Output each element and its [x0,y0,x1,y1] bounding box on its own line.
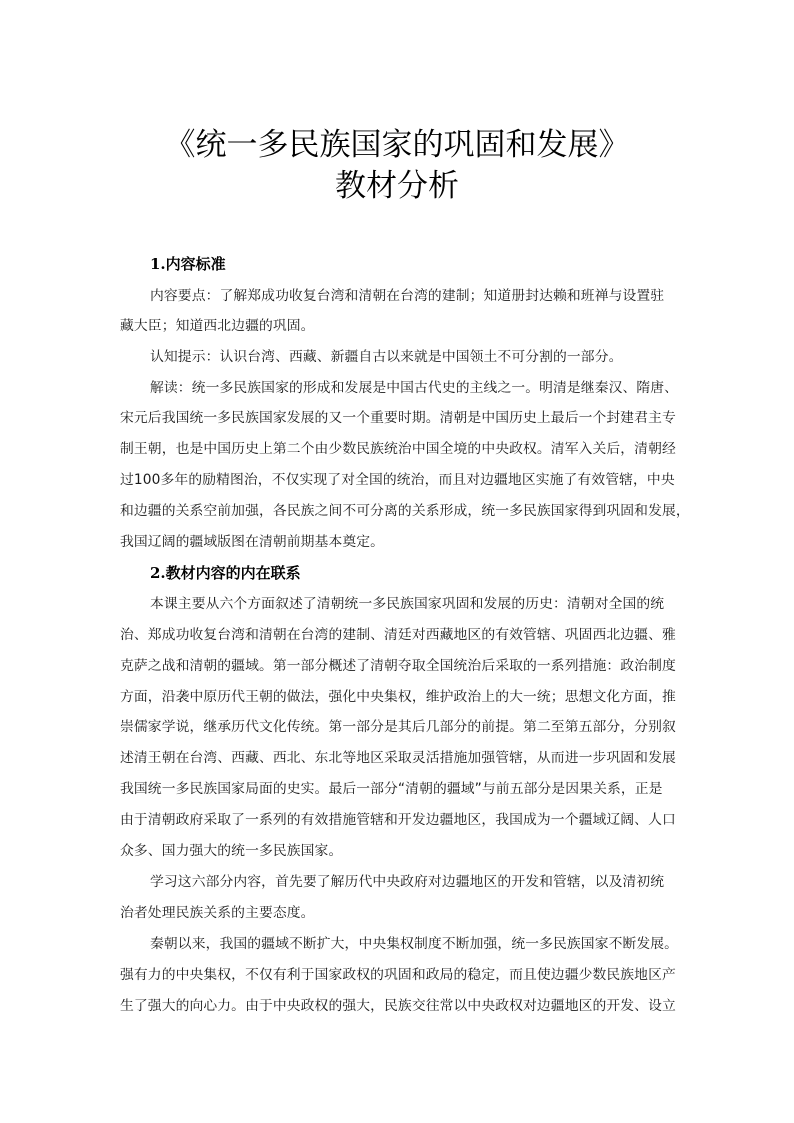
paragraph-line: 秦朝以来，我国的疆域不断扩大，中央集权制度不断加强，统一多民族国家不断发展。 [150,936,679,952]
section-heading-content-standard: 1.内容标准 [150,255,226,273]
paragraph-line: 治、郑成功收复台湾和清朝在台湾的建制、清廷对西藏地区的有效管辖、巩固西北边疆、雅 [120,627,676,643]
section-heading-internal-connections: 2.教材内容的内在联系 [150,564,301,582]
paragraph-line: 崇儒家学说，继承历代文化传统。第一部分是其后几部分的前提。第二至第五部分，分别叙 [120,719,676,735]
paragraph-line: 过100多年的励精图治，不仅实现了对全国的统治，而且对边疆地区实施了有效管辖，中央 [120,472,675,488]
paragraph-line: 制王朝，也是中国历史上第二个由少数民族统治中国全境的中央政权。清军入关后，清朝经 [120,441,676,457]
paragraph-line: 我国辽阔的疆域版图在清朝前期基本奠定。 [120,534,385,550]
paragraph-line: 学习这六部分内容，首先要了解历代中央政府对边疆地区的开发和管辖，以及清初统 [150,874,665,890]
paragraph-line: 宋元后我国统一多民族国家发展的又一个重要时期。清朝是中国历史上最后一个封建君主专 [120,410,676,426]
document-title-line-2: 教材分析 [335,168,459,204]
paragraph-line: 生了强大的向心力。由于中央政权的强大，民族交往常以中央政权对边疆地区的开发、设立 [120,998,676,1014]
paragraph-line: 本课主要从六个方面叙述了清朝统一多民族国家巩固和发展的历史：清朝对全国的统 [150,596,665,612]
paragraph-line: 内容要点：了解郑成功收复台湾和清朝在台湾的建制；知道册封达赖和班禅与设置驻 [150,288,665,304]
paragraph-line: 强有力的中央集权，不仅有利于国家政权的巩固和政局的稳定，而且使边疆少数民族地区产 [120,967,676,983]
paragraph-line: 克萨之战和清朝的疆域。第一部分概述了清朝夺取全国统治后采取的一系列措施：政治制度 [120,658,676,674]
paragraph-line: 众多、国力强大的统一多民族国家。 [120,843,343,859]
paragraph-line: 和边疆的关系空前加强，各民族之间不可分离的关系形成，统一多民族国家得到巩固和发展， [120,503,690,519]
paragraph-line: 藏大臣；知道西北边疆的巩固。 [120,318,315,334]
paragraph-line: 治者处理民族关系的主要态度。 [120,905,315,921]
document-title-line-1: 《统一多民族国家的巩固和发展》 [164,127,630,163]
paragraph-line: 方面，沿袭中原历代王朝的做法，强化中央集权，维护政治上的大一统；思想文化方面，推 [120,689,676,705]
paragraph-line: 解读：统一多民族国家的形成和发展是中国古代史的主线之一。明清是继秦汉、隋唐、 [150,380,679,396]
paragraph-line: 述清王朝在台湾、西藏、西北、东北等地区采取灵活措施加强管辖，从而进一步巩固和发展 [120,750,676,766]
paragraph-line: 认知提示：认识台湾、西藏、新疆自古以来就是中国领土不可分割的一部分。 [150,349,623,365]
paragraph-line: 由于清朝政府采取了一系列的有效措施管辖和开发边疆地区，我国成为一个疆域辽阔、人口 [120,812,676,828]
paragraph-line: 我国统一多民族国家局面的史实。最后一部分“清朝的疆域”与前五部分是因果关系，正是 [120,781,663,797]
